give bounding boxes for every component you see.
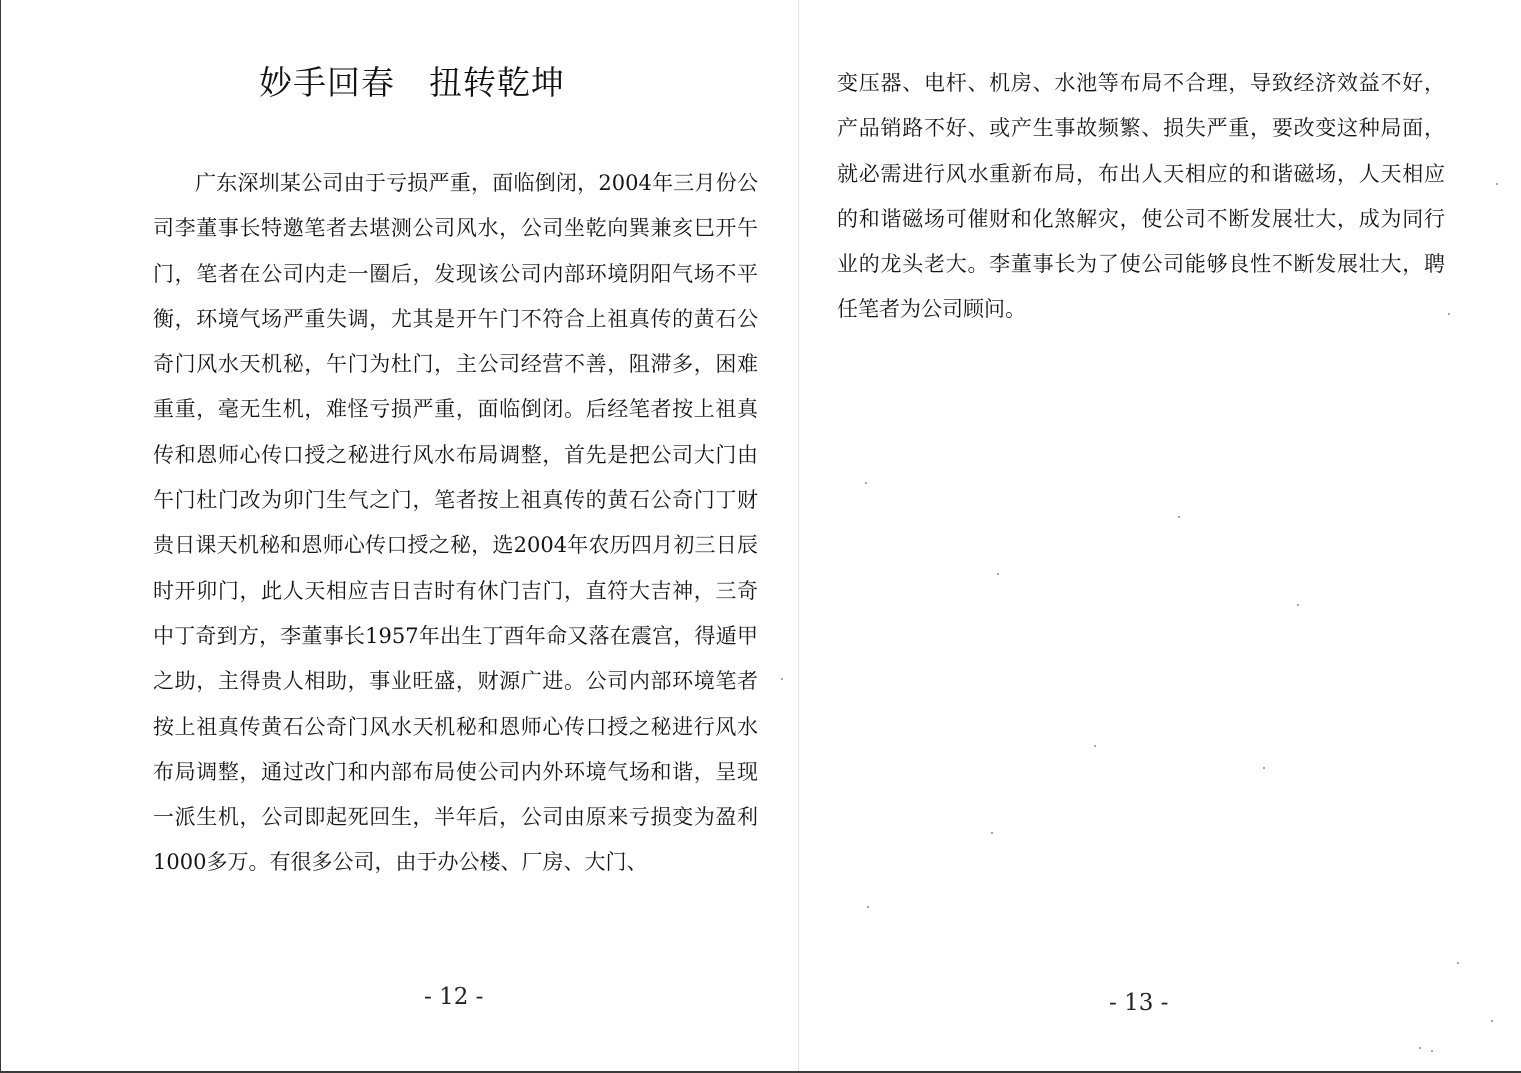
scan-speck xyxy=(1178,516,1180,518)
right-body-text xyxy=(837,61,1445,333)
left-body-text xyxy=(153,161,758,886)
right-paragraph: 变压器、电杆、机房、水池等布局不合理，导致经济效益不好，产品销路不好、或产生事故频繁、损失严重，要改变这种局面，就必需进行风水重新布局，布出人天相应的和谐磁场，人天相应的和谐磁场可催财和化煞解灾，使公司不断发展壮大，成为同行业的龙头老大。李董事长为了使公司能够良性不断发展壮大，聘任笔者为公司顾问。 xyxy=(837,71,1445,322)
scan-speck xyxy=(1448,313,1450,315)
scan-speck xyxy=(1496,183,1498,185)
scan-speck xyxy=(1457,962,1459,964)
scan-speck xyxy=(1297,604,1299,606)
left-page-number: - 12 - xyxy=(424,984,484,1010)
scan-speck xyxy=(865,482,867,484)
scan-speck xyxy=(1263,767,1265,769)
right-page xyxy=(791,0,1521,1071)
scan-speck xyxy=(1431,1050,1433,1052)
page-title: 妙手回春 扭转乾坤 xyxy=(259,63,565,102)
scan-speck xyxy=(991,832,993,834)
left-page xyxy=(1,0,791,1071)
scan-speck xyxy=(867,906,869,908)
scan-speck xyxy=(997,573,999,575)
scan-speck xyxy=(1094,745,1096,747)
scan-speck xyxy=(781,678,783,680)
left-paragraph: 广东深圳某公司由于亏损严重，面临倒闭，2004年三月份公司李董事长特邀笔者去堪测公司风水，公司坐乾向巽兼亥巳开午门，笔者在公司内走一圈后，发现该公司内部环境阴阳气场不平衡，环境气场严重失调，尤其是开午门不符合上祖真传的黄石公奇门风水天机秘，午门为杜门，主公司经营不善，阻滞多，困难重重，毫无生机，难怪亏损严重，面临倒闭。后经笔者按上祖真传和恩师心传口授之秘进行风水布局调整，首先是把公司大门由午门杜门改为卯门生气之门，笔者按上祖真传的黄石公奇门丁财贵日课天机秘和恩师心传口授之秘，选2004年农历四月初三日辰时开卯门，此人天相应吉日吉时有休门吉门，直符大吉神，三奇中丁奇到方，李董事长1957年出生丁酉年命又落在震宫，得遁甲之助，主得贵人相助，事业旺盛，财源广进。公司内部环境笔者按上祖真传黄石公奇门风水天机秘和恩师心传口授之秘进行风水布局调整，通过改门和内部布局使公司内外环境气场和谐，呈现一派生机，公司即起死回生，半年后，公司由原来亏损变为盈利1000多万。有很多公司，由于办公楼、厂房、大门、 xyxy=(153,171,758,875)
right-page-number: - 13 - xyxy=(1109,990,1169,1016)
scan-speck xyxy=(1419,1047,1421,1049)
scan-speck xyxy=(1491,1020,1493,1022)
